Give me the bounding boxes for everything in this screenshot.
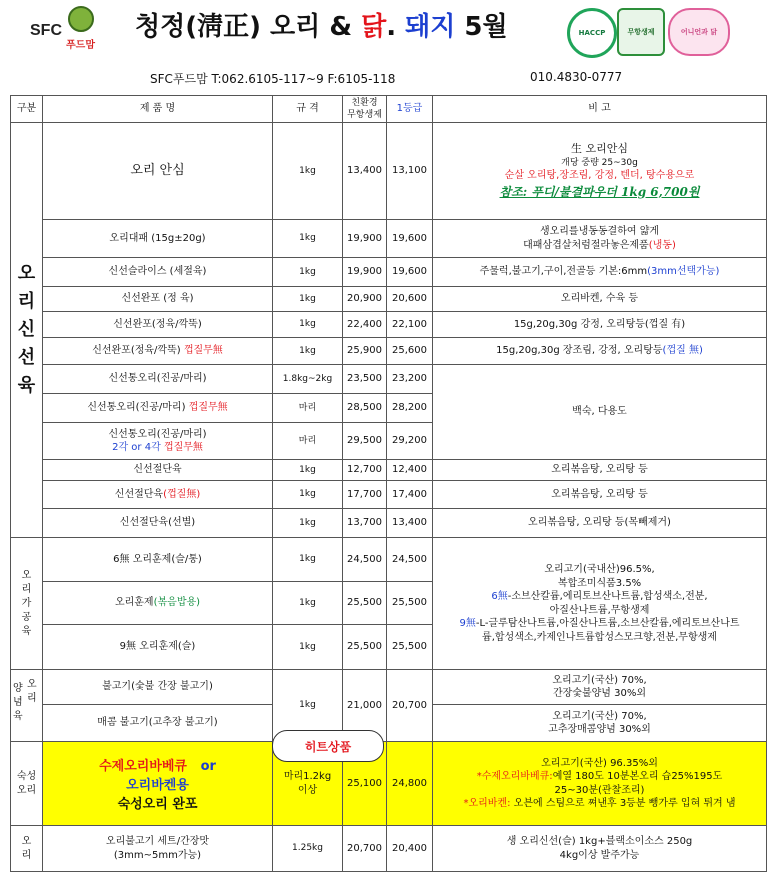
bacon-name: 오리바켄용 <box>126 778 189 793</box>
skinless-tag: 껍질무無 <box>163 442 203 453</box>
note-line: 오리고기(국산) 70%, <box>552 710 647 722</box>
note-line: 예열 180도 10분본오리 습25%195도 <box>552 771 723 782</box>
note-line: 생 오리신선(슬) 1kg+블랙소이소스 250g <box>506 836 693 847</box>
product-spec: 1kg <box>273 460 343 481</box>
product-name-sub: (3mm~5mm가능) <box>113 849 202 861</box>
product-name <box>43 338 273 365</box>
product-name-text: 신선통오리(진공/마리) <box>108 428 207 440</box>
product-spec: 1kg <box>273 123 343 220</box>
note-6-free: 6無 <box>491 591 508 602</box>
product-spec: 1kg <box>273 538 343 582</box>
category-seasoned-duck: 오 리 <box>27 679 37 704</box>
product-name: 신선통오리(진공/마리) <box>43 365 273 394</box>
note-line: 4kg이상 발주가능 <box>559 849 640 861</box>
price-grade1: 24,500 <box>387 538 433 582</box>
table-row <box>11 123 767 220</box>
product-note <box>433 826 767 872</box>
product-name <box>43 826 273 872</box>
price-eco: 19,900 <box>343 220 387 258</box>
note-9-free: 9無 <box>459 618 476 629</box>
note-skinless: (껍질 無) <box>662 345 703 357</box>
table-row <box>11 826 767 872</box>
processed-note <box>433 538 767 670</box>
skinless-tag: 껍질무無 <box>183 345 223 357</box>
price-grade1: 29,200 <box>387 423 433 460</box>
skinless-tag: (껍질無) <box>163 488 201 500</box>
note-line: 아질산나트륨,무항생제 <box>549 604 650 616</box>
product-note <box>433 338 767 365</box>
col-eco: 친환경 무항생제 <box>343 96 387 123</box>
note-line: 고추장매콤양념 30%외 <box>548 724 651 735</box>
chef-icon <box>68 6 94 32</box>
note-line: 개당 중량 25~30g <box>561 158 638 169</box>
note-option: (3mm선택가능) <box>647 266 720 278</box>
spec-line: 이상 <box>297 784 318 796</box>
product-spec: 1kg <box>273 287 343 312</box>
price-eco: 20,700 <box>343 826 387 872</box>
category-aged: 숙성 오리 <box>11 742 43 826</box>
note-line: 生 오리안심 <box>570 142 628 156</box>
haccp-badge-icon: HACCP <box>567 8 617 58</box>
product-spec: 마리 <box>273 423 343 460</box>
price-grade1: 25,600 <box>387 338 433 365</box>
price-grade1: 20,400 <box>387 826 433 872</box>
category-duck-fresh: 오 리 신 선 육 <box>11 123 43 538</box>
product-note <box>433 705 767 742</box>
note-line: 생오리를냉동동결하여 얇게 <box>539 226 660 237</box>
product-name-text: 신선통오리(진공/마리) <box>87 402 189 414</box>
brand-badge-icon: 어니언과 닭 <box>668 8 730 56</box>
note-line: 순살 오리탕,장조림, 강정, 텐더, 탕수용으로 <box>504 170 695 182</box>
table-row <box>11 338 767 365</box>
note-line: 복합조미식품3.5% <box>557 577 642 589</box>
price-eco: 24,500 <box>343 538 387 582</box>
price-eco: 12,700 <box>343 460 387 481</box>
skinless-tag: 껍질무無 <box>188 402 228 414</box>
category-seasoned-label: 양 념 육 <box>13 683 23 722</box>
product-spec: 마리 <box>273 394 343 423</box>
price-grade1: 24,800 <box>387 742 433 826</box>
price-grade1: 20,700 <box>387 670 433 742</box>
product-name-text: 신선완포(정육/깍뚝) <box>92 345 184 357</box>
product-name <box>43 423 273 460</box>
product-name: 신선절단육(선별) <box>43 509 273 538</box>
table-row <box>11 287 767 312</box>
fried-rice-tag: (볶음밥용) <box>153 597 201 609</box>
note-line: 대패삼겹살처럼절라놓은제품 <box>523 239 649 251</box>
logo-sub: 푸드맘 <box>66 40 95 51</box>
title-pork: 돼지 <box>405 12 456 42</box>
product-note: 15g,20g,30g 강정, 오리탕등(껍질 有) <box>433 312 767 338</box>
note-frozen: (냉동) <box>648 239 676 251</box>
product-name: 신선슬라이스 (세절육) <box>43 258 273 287</box>
note-line: 15g,20g,30g 장조림, 강정, 오리탕등 <box>496 345 663 357</box>
product-note <box>433 220 767 258</box>
product-spec: 1kg <box>273 625 343 670</box>
price-eco: 22,400 <box>343 312 387 338</box>
title-month: 5월 <box>455 12 508 42</box>
product-spec: 1kg <box>273 258 343 287</box>
price-grade1: 17,400 <box>387 481 433 509</box>
col-note: 비 고 <box>433 96 767 123</box>
col-product: 제 품 명 <box>43 96 273 123</box>
note-bacon-label: *오리바켄: <box>463 798 511 809</box>
product-spec: 1kg <box>273 481 343 509</box>
table-row <box>11 481 767 509</box>
price-eco: 20,900 <box>343 287 387 312</box>
product-name-text: 신선절단육 <box>114 488 164 500</box>
col-spec: 규 격 <box>273 96 343 123</box>
product-name-text: 오리불고기 세트/간장맛 <box>105 836 210 847</box>
product-name: 오리대패 (15g±20g) <box>43 220 273 258</box>
price-table <box>10 95 767 872</box>
price-grade1: 23,200 <box>387 365 433 394</box>
cut-option: 2각 or 4각 <box>112 442 164 453</box>
bbq-name: 수제오리바베큐 <box>99 759 187 774</box>
spec-line: 마리1.2kg <box>283 771 332 782</box>
note-line: 간장숯불양념 30%외 <box>552 688 647 699</box>
col-category: 구분 <box>11 96 43 123</box>
product-name: 매콤 불고기(고추장 불고기) <box>43 705 273 742</box>
product-spec: 1kg <box>273 338 343 365</box>
table-row <box>11 742 767 826</box>
product-note: 백숙, 다용도 <box>433 365 767 460</box>
table-row <box>11 670 767 705</box>
table-row <box>11 258 767 287</box>
note-line: 오븐에 스팀으로 쪄낸후 3등분 뺑가루 입혀 튀겨 냄 <box>510 798 736 809</box>
table-row <box>11 220 767 258</box>
table-row <box>11 460 767 481</box>
phone-number: 010.4830-0777 <box>530 70 623 84</box>
price-grade1: 12,400 <box>387 460 433 481</box>
antibiotic-free-badge-icon: 무항생제 <box>617 8 665 56</box>
product-name: 불고기(숯불 간장 불고기) <box>43 670 273 705</box>
price-eco: 28,500 <box>343 394 387 423</box>
price-eco: 25,100 <box>343 742 387 826</box>
sfc-logo <box>30 12 110 52</box>
note-line: 주물럭,불고기,구이,전골등 기본:6mm <box>479 266 648 278</box>
page-title <box>135 6 508 43</box>
table-header-row <box>11 96 767 123</box>
logo-text: SFC <box>30 22 62 39</box>
product-name: 9無 오리훈제(슬) <box>43 625 273 670</box>
price-grade1: 13,100 <box>387 123 433 220</box>
product-note: 오리바켄, 수육 등 <box>433 287 767 312</box>
product-spec: 1kg <box>273 670 343 742</box>
product-spec: 1.25kg <box>273 826 343 872</box>
product-note <box>433 258 767 287</box>
category-duck-processed: 오 리 가 공 육 <box>11 538 43 670</box>
price-eco: 25,500 <box>343 625 387 670</box>
note-bbq-label: *수제오리바베큐: <box>476 771 553 782</box>
price-eco: 13,400 <box>343 123 387 220</box>
note-line: 륨,합성색소,카제인나트륨합성스모크향,전분,무항생제 <box>482 631 717 643</box>
product-spec: 1kg <box>273 582 343 625</box>
or-label: or <box>200 759 216 774</box>
product-spec: 1kg <box>273 220 343 258</box>
product-name <box>43 742 273 826</box>
price-grade1: 25,500 <box>387 625 433 670</box>
col-grade1: 1등급 <box>387 96 433 123</box>
price-grade1: 28,200 <box>387 394 433 423</box>
product-note <box>433 670 767 705</box>
table-row <box>11 509 767 538</box>
hit-product-badge: 히트상품 <box>272 730 384 762</box>
price-eco: 21,000 <box>343 670 387 742</box>
product-note <box>433 123 767 220</box>
contact-info: SFC푸드맘 T:062.6105-117~9 F:6105-118 <box>150 72 396 86</box>
product-name: 6無 오리훈제(슬/통) <box>43 538 273 582</box>
page-header <box>0 0 776 64</box>
category-seasoned <box>11 670 43 742</box>
note-line: -소브산칼륨,에리토브산나트륨,합성색소,전분, <box>507 591 708 602</box>
price-grade1: 19,600 <box>387 258 433 287</box>
product-name <box>43 481 273 509</box>
product-name: 신선완포(정육/깍뚝) <box>43 312 273 338</box>
note-line: 오리고기(국내산)96.5%, <box>544 564 655 575</box>
price-grade1: 22,100 <box>387 312 433 338</box>
product-note: 오리볶음탕, 오리탕 등 <box>433 460 767 481</box>
product-spec: 1kg <box>273 312 343 338</box>
product-note <box>433 742 767 826</box>
price-grade1: 25,500 <box>387 582 433 625</box>
product-name: 신선완포 (정 육) <box>43 287 273 312</box>
product-name: 오리 안심 <box>43 123 273 220</box>
price-eco: 13,700 <box>343 509 387 538</box>
title-text-1: 청정(淸正) 오리 & <box>135 12 362 42</box>
product-spec: 1kg <box>273 509 343 538</box>
product-name-text: 오리훈제 <box>114 597 154 609</box>
table-row <box>11 312 767 338</box>
note-line: 25~30분(관찰조리) <box>554 784 645 796</box>
note-line: 오리고기(국산) 70%, <box>552 674 647 686</box>
price-grade1: 13,400 <box>387 509 433 538</box>
product-name: 신선절단육 <box>43 460 273 481</box>
note-line: -L-글루탐산나트륨,아질산나트륨,소브산칼륨,에리토브산나트 <box>475 618 740 629</box>
price-eco: 25,500 <box>343 582 387 625</box>
note-handwritten: 참조: 푸디/불결파우더 1kg 6,700원 <box>499 184 700 199</box>
product-name <box>43 394 273 423</box>
price-eco: 23,500 <box>343 365 387 394</box>
price-eco: 29,500 <box>343 423 387 460</box>
aged-duck-name: 숙성오리 완포 <box>117 797 198 812</box>
product-note: 오리볶음탕, 오리탕 등 <box>433 481 767 509</box>
category-duck-set: 오 리 <box>11 826 43 872</box>
price-grade1: 20,600 <box>387 287 433 312</box>
product-note: 오리볶음탕, 오리탕 등(목빼제거) <box>433 509 767 538</box>
product-name <box>43 582 273 625</box>
product-spec: 1.8kg~2kg <box>273 365 343 394</box>
price-eco: 17,700 <box>343 481 387 509</box>
title-text-2: . <box>386 12 406 42</box>
table-row <box>11 538 767 582</box>
price-grade1: 19,600 <box>387 220 433 258</box>
price-eco: 25,900 <box>343 338 387 365</box>
table-row <box>11 365 767 394</box>
price-eco: 19,900 <box>343 258 387 287</box>
title-chicken: 닭 <box>361 12 387 42</box>
note-line: 오리고기(국산) 96.35%외 <box>541 757 658 769</box>
